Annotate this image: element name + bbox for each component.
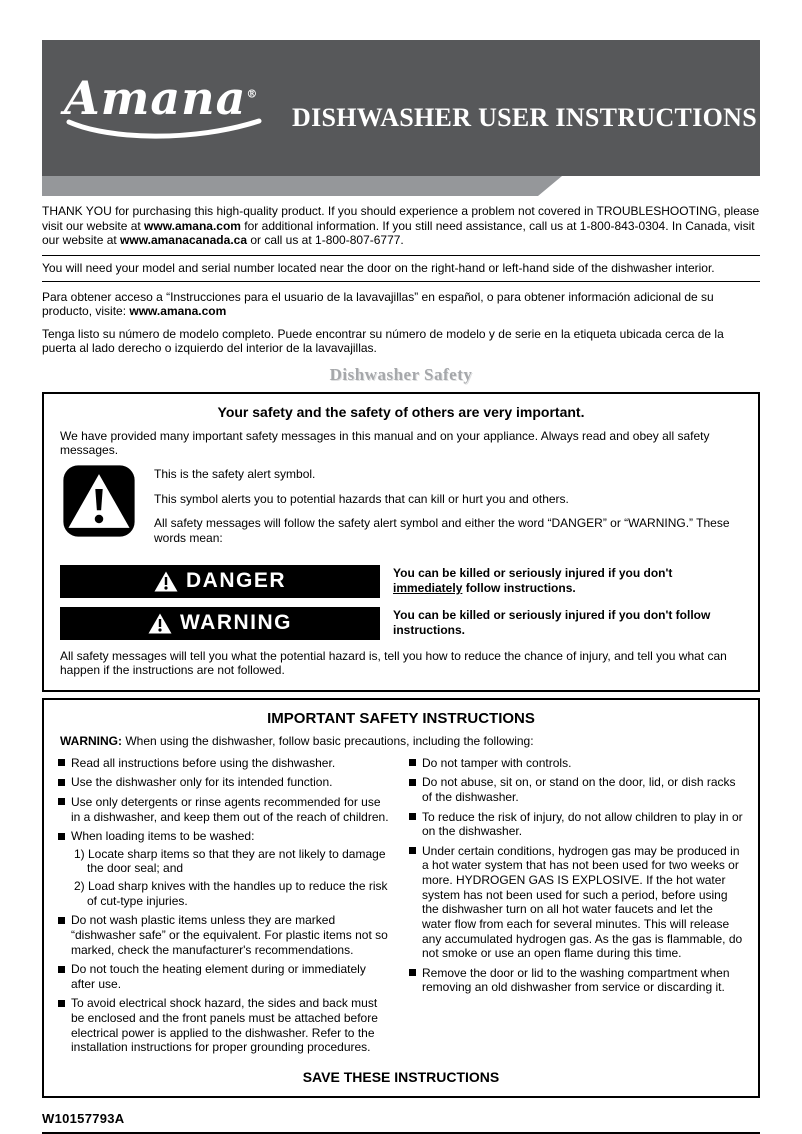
brand-name [64,71,258,125]
danger-row [60,565,744,598]
safety-overview-box [42,392,760,692]
square-bullet-icon [409,847,416,854]
list-item [58,756,393,771]
list-item [58,913,393,957]
square-bullet-icon [58,1000,65,1007]
square-bullet-icon [58,779,65,786]
danger-description: You can be killed or seriously injured if you don't immediately follow instructions. [393,566,673,596]
important-safety-instructions-box [42,698,760,1098]
square-bullet-icon [409,813,416,820]
spanish-model-paragraph: Tenga listo su número de modelo completo. Puede encontrar su número de modelo y de serie en la etiqueta ubicada cerca de la puerta al lado derecho o izquierdo del interior de la lavavajillas. [42,326,724,356]
alert-line-1: This is the safety alert symbol. [154,467,316,482]
header-ribbon [42,176,562,196]
numbered-subitem: 1) Locate sharp items so that they are not likely to damage the door seal; and [74,846,386,876]
square-bullet-icon [58,966,65,973]
list-item-text: Do not abuse, sit on, or stand on the door, lid, or dish racks of the dishwasher. [422,775,736,804]
list-item [58,795,393,824]
registered-trademark-symbol: ® [246,87,259,101]
instructions-left-column [58,756,393,1060]
square-bullet-icon [58,759,65,766]
square-bullet-icon [58,798,65,805]
alert-triangle-icon [154,571,178,592]
section-heading-dishwasher-safety: Dishwasher Safety [329,365,473,384]
list-item-text: Remove the door or lid to the washing compartment when removing an old dishwasher from service or discarding it. [422,965,730,995]
page-footer [42,1111,760,1134]
list-item-text: To reduce the risk of injury, do not allow children to play in or on the dishwasher. [422,809,743,839]
warning-banner [60,607,380,640]
alert-symbol-row [62,464,744,556]
safety-box-title: Your safety and the safety of others are very important. [217,403,585,420]
list-item [409,810,744,839]
instructions-title: IMPORTANT SAFETY INSTRUCTIONS [267,709,535,727]
numbered-subitem: 2) Load sharp knives with the handles up to reduce the risk of cut-type injuries. [74,879,388,908]
danger-label: DANGER [185,569,286,593]
list-item-text: Read all instructions before using the dishwasher. [71,755,336,770]
list-item-text [71,829,393,908]
danger-banner [60,565,380,598]
list-item [58,829,393,908]
list-item [58,996,393,1055]
brand-text: Amana [64,71,247,125]
save-these-instructions: SAVE THESE INSTRUCTIONS [302,1068,500,1085]
list-item-text: Under certain conditions, hydrogen gas may be produced in a hot water system that has not been used for two weeks or more. HYDROGEN GAS IS EXPLOSIVE. If the hot water system has not been used for such a period, before using the dishwasher turn on all hot water faucets and let the water flow from each for several minutes. This will release any accumulated hydrogen gas. As the gas is flammable, do not smoke or use an open flame during this time. [422,843,743,961]
alert-line-2: This symbol alerts you to potential hazards that can kill or hurt you and others. [154,491,569,506]
instructions-columns [58,756,744,1060]
instructions-right-column [409,756,744,1060]
document-title: DISHWASHER USER INSTRUCTIONS [292,103,757,132]
list-item [409,966,744,995]
list-item-text: Do not touch the heating element during or immediately after use. [71,962,366,991]
safety-alert-icon [62,464,136,542]
divider [42,255,760,256]
list-item-text: Do not wash plastic items unless they are marked “dishwasher safe” or the equivalent. For plastic items not so marked, check the manufacturer's recommendations. [71,913,388,957]
list-item-text: Use the dishwasher only for its intended function. [71,775,333,790]
model-number-note: You will need your model and serial number located near the door on the right-hand or left-hand side of the dishwasher interior. [42,260,715,275]
alert-symbol-description [154,464,744,556]
part-number: W10157793A [42,1111,125,1127]
list-item-text: To avoid electrical shock hazard, the sides and back must be enclosed and the front panels must be attached before electrical power is applied to the dishwasher. Refer to the installation instructions for proper grounding procedures. [71,996,378,1055]
divider [42,281,760,282]
list-item [58,962,393,991]
square-bullet-icon [409,969,416,976]
warning-lead: WARNING: When using the dishwasher, follow basic precautions, including the following: [60,734,534,749]
alert-line-3: All safety messages will follow the safety alert symbol and either the word “DANGER” or “WARNING.” These words mean: [154,516,730,545]
thank-you-paragraph: THANK YOU for purchasing this high-quality product. If you should experience a problem not covered in TROUBLESHOOTING, please visit our website at www.amana.com for additional information. If you still need assistance, call us at 1-800-843-0304. In Canada, visit our website at www.amanacanada.ca or call us at 1-800-807-6777. [42,204,760,248]
list-item-lead: When loading items to be washed: [71,829,255,844]
square-bullet-icon [58,917,65,924]
square-bullet-icon [58,833,65,840]
list-item [409,775,744,804]
amana-logo [64,70,262,142]
safety-box-outro: All safety messages will tell you what the potential hazard is, tell you how to reduce the chance of injury, and tell you what can happen if the instructions are not followed. [60,648,727,678]
safety-box-intro: We have provided many important safety messages in this manual and on your appliance. Always read and obey all safety messages. [60,428,710,458]
square-bullet-icon [409,779,416,786]
square-bullet-icon [409,759,416,766]
masthead [42,40,760,176]
alert-triangle-icon [148,613,172,634]
list-item-text: Use only detergents or rinse agents recommended for use in a dishwasher, and keep them out of the reach of children. [71,794,389,824]
spanish-access-paragraph: Para obtener acceso a “Instrucciones para el usuario de la lavavajillas” en español, o para obtener información adicional de su producto, visite: www.amana.com [42,289,714,319]
list-item [409,756,744,771]
warning-row [60,607,744,640]
warning-description: You can be killed or seriously injured if you don't follow instructions. [393,608,711,638]
list-item [58,775,393,790]
warning-label: WARNING [180,611,292,635]
list-item [409,844,744,961]
list-item-text: Do not tamper with controls. [422,755,572,770]
